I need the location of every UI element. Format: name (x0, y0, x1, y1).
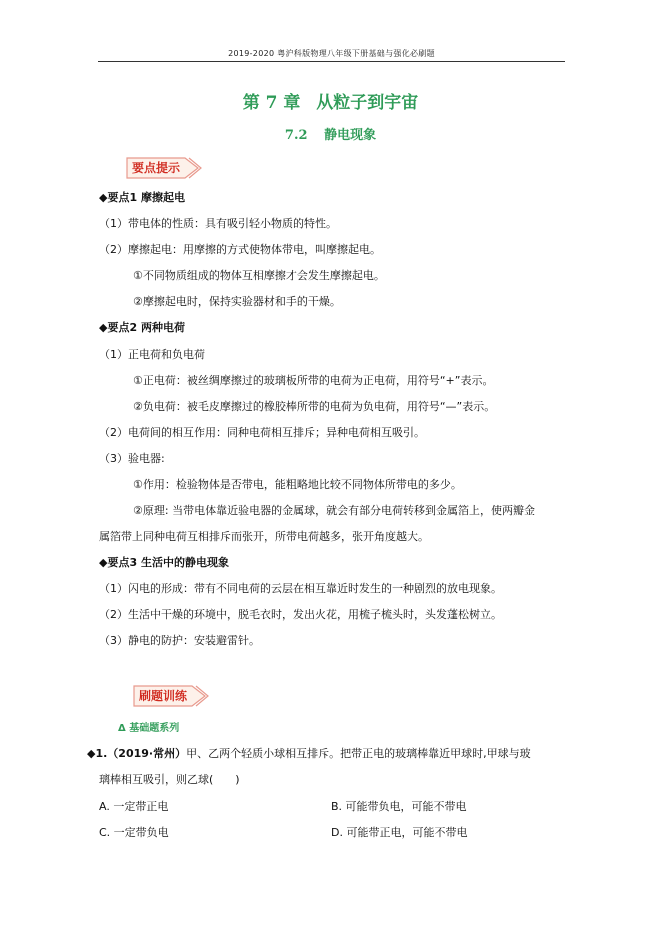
chapter-title (0, 88, 661, 113)
page-header: 2019-2020 粤沪科版物理八年级下册基础与强化必刷题 (228, 49, 435, 58)
question-text: 甲、乙两个轻质小球相互排斥。把带正电的玻璃棒靠近甲球时,甲球与玻 (186, 747, 531, 760)
option-c[interactable]: C. 一定带负电 (99, 826, 169, 839)
text-line: （2）电荷间的相互作用：同种电荷相互排斥；异种电荷相互吸引。 (99, 426, 425, 439)
question-series-label: Δ 基础题系列 (118, 723, 180, 734)
chapter-number: 第 7 章 (242, 93, 301, 113)
chapter-name: 从粒子到宇宙 (316, 93, 419, 113)
text-line: （3）验电器: (99, 452, 165, 465)
key-point-title: 两种电荷 (140, 321, 185, 334)
section-name: 静电现象 (324, 128, 377, 143)
text-line: ①作用：检验物体是否带电，能粗略地比较不同物体所带电的多少。 (133, 478, 462, 491)
key-point-1 (99, 189, 185, 205)
section-number: 7.2 (284, 128, 308, 143)
question-1 (87, 745, 531, 761)
option-a[interactable]: A. 一定带正电 (99, 800, 169, 813)
key-point-label: ◆要点2 (99, 321, 138, 334)
header-rule (98, 61, 565, 62)
text-line: 属箔带上同种电荷互相排斥而张开，所带电荷越多，张开角度越大。 (99, 530, 429, 543)
tag-label: 要点提示 (131, 161, 180, 175)
option-b[interactable]: B. 可能带负电，可能不带电 (331, 800, 467, 813)
text-line: （3）静电的防护：安装避雷针。 (99, 634, 260, 647)
option-d[interactable]: D. 可能带正电，可能不带电 (331, 826, 468, 839)
text-line: （2）摩擦起电：用摩擦的方式使物体带电，叫摩擦起电。 (99, 243, 381, 256)
text-line: ①不同物质组成的物体互相摩擦才会发生摩擦起电。 (133, 269, 385, 282)
text-line: （1）闪电的形成：带有不同电荷的云层在相互靠近时发生的一种剧烈的放电现象。 (99, 582, 502, 595)
text-line: ②负电荷：被毛皮摩擦过的橡胶棒所带的电荷为负电荷，用符号“—”表示。 (133, 400, 496, 413)
key-point-3 (99, 554, 229, 570)
tag-label: 刷题训练 (138, 689, 187, 703)
text-line: （1）带电体的性质：具有吸引轻小物质的特性。 (99, 217, 337, 230)
key-points-tag (125, 155, 203, 181)
key-point-title: 生活中的静电现象 (140, 556, 229, 569)
text-line: ②摩擦起电时，保持实验器材和手的干燥。 (133, 295, 341, 308)
text-line: ①正电荷：被丝绸摩擦过的玻璃板所带的电荷为正电荷，用符号“+”表示。 (133, 374, 494, 387)
key-point-2 (99, 319, 185, 335)
text-line: （1）正电荷和负电荷 (99, 348, 205, 361)
key-point-label: ◆要点3 (99, 556, 138, 569)
practice-tag (132, 683, 210, 709)
question-text-cont: 璃棒相互吸引，则乙球( ) (99, 773, 240, 786)
text-line: （2）生活中干燥的环境中，脱毛衣时，发出火花，用梳子梳头时，头发蓬松树立。 (99, 608, 502, 621)
section-title (0, 124, 661, 143)
text-line: ②原理: 当带电体靠近验电器的金属球，就会有部分电荷转移到金属箔上，使两瓣金 (133, 504, 536, 517)
key-point-title: 摩擦起电 (140, 191, 185, 204)
key-point-label: ◆要点1 (99, 191, 138, 204)
question-number: ◆1.（2019·常州） (87, 747, 187, 760)
